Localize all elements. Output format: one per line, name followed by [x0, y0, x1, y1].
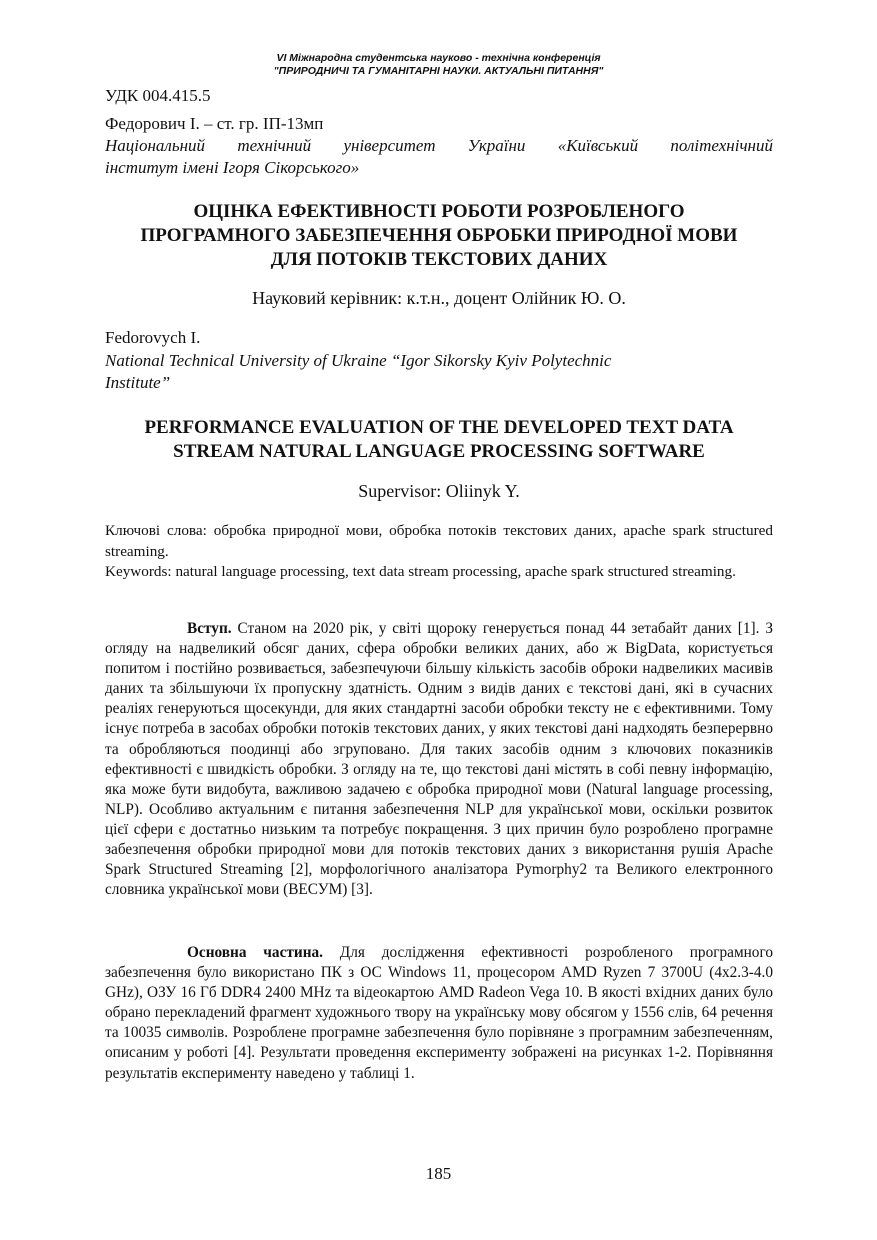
affiliation-en-line1: National Technical University of Ukraine “Igor Sikorsky Kyiv Polytechnic	[105, 351, 612, 370]
page-number: 185	[425, 1164, 452, 1183]
title-en-line2: STREAM NATURAL LANGUAGE PROCESSING SOFTWARE	[173, 441, 705, 462]
main-part-heading: Основна частина.	[187, 944, 323, 961]
main-part-paragraph	[105, 943, 773, 1084]
udc-code: УДК 004.415.5	[105, 86, 211, 105]
intro-heading: Вступ.	[187, 620, 232, 637]
keywords-en: Keywords: natural language processing, text data stream processing, apache spark structured streaming.	[105, 563, 736, 580]
title-en-line1: PERFORMANCE EVALUATION OF THE DEVELOPED TEXT DATA	[144, 417, 734, 438]
author-ua: Федорович І. – ст. гр. ІП-13мп	[105, 114, 324, 133]
conference-header-line1: VI Міжнародна студентська науково - технічна конференція	[276, 52, 601, 64]
main-part-text: Для дослідження ефективності розробленого програмного забезпечення було використано ПК з ОС Windows 11, процесором AMD Ryzen 7 3700U (4x2.3-4.0 GHz), ОЗУ 16 Гб DDR4 2400 MHz та відеокартою AMD Radeon Vega 10. В якості вхідних даних було обрано перекладений фрагмент художнього твору на українську мову обсягом у 1556 слів, 64 речення та 10035 символів. Розроблене програмне забезпечення було порівняне з програмним забезпеченням, описаним у роботі [4]. Результати проведення експерименту зображені на рисунках 1-2. Порівняння результатів експерименту наведено у таблиці 1.	[105, 944, 773, 1082]
affiliation-en-line2: Institute”	[105, 373, 171, 392]
author-en: Fedorovych I.	[105, 328, 201, 347]
keywords-ua: Ключові слова: обробка природної мови, обробка потоків текстових даних, apache spark structured streaming.	[105, 522, 773, 560]
title-ua-line3: ДЛЯ ПОТОКІВ ТЕКСТОВИХ ДАНИХ	[270, 249, 608, 270]
intro-paragraph	[105, 619, 773, 900]
title-ua-line2: ПРОГРАМНОГО ЗАБЕЗПЕЧЕННЯ ОБРОБКИ ПРИРОДНОЇ МОВИ	[140, 225, 738, 246]
affiliation-ua-line1: Національний технічний університет України «Київський політехнічний	[105, 136, 773, 155]
intro-text: Станом на 2020 рік, у світі щороку генерується понад 44 зетабайт даних [1]. З огляду на надвеликий обсяг даних, сфера обробки великих даних, або ж BigData, користується попитом і постійно розвивається, забезпечуючи більшу кількість засобів оброки надвеликих масивів даних та збільшуючи їх пропускну здатність. Одним з видів даних є текстові дані, які в сучасних реаліях генеруються щосекунди, для яких стандартні засоби обробки тексту не є ефективними. Тому існує потреба в засобах обробки потоків текстових даних, у яких текстові дані надходять безперервно та обробляються поодинці або згруповано. Для таких засобів одним з ключових показників ефективності є швидкість обробки. З огляду на те, що текстові дані містять в собі певну інформацію, яка може бути видобута, важливою задачею є обробка природної мови (Natural language processing, NLP). Особливо актуальним є питання забезпечення NLP для української мови, оскільки розвиток цієї сфери є достатньо низьким та потребує покращення. З цих причин було розроблено програмне забезпечення обробки природної мови для потоків текстових даних з використання рушія Apache Spark Structured Streaming [2], морфологічного аналізатора Pymorphy2 та Великого електронного словника української мови (ВЕСУМ) [3].	[105, 620, 773, 899]
supervisor-en: Supervisor: Oliinyk Y.	[358, 481, 520, 501]
conference-header-line2: "ПРИРОДНИЧІ ТА ГУМАНІТАРНІ НАУКИ. АКТУАЛЬНІ ПИТАННЯ"	[273, 65, 604, 77]
affiliation-ua-line2: інститут імені Ігоря Сікорського»	[105, 158, 360, 177]
title-ua-line1: ОЦІНКА ЕФЕКТИВНОСТІ РОБОТИ РОЗРОБЛЕНОГО	[193, 201, 685, 222]
supervisor-ua: Науковий керівник: к.т.н., доцент Олійник Ю. О.	[252, 288, 626, 308]
